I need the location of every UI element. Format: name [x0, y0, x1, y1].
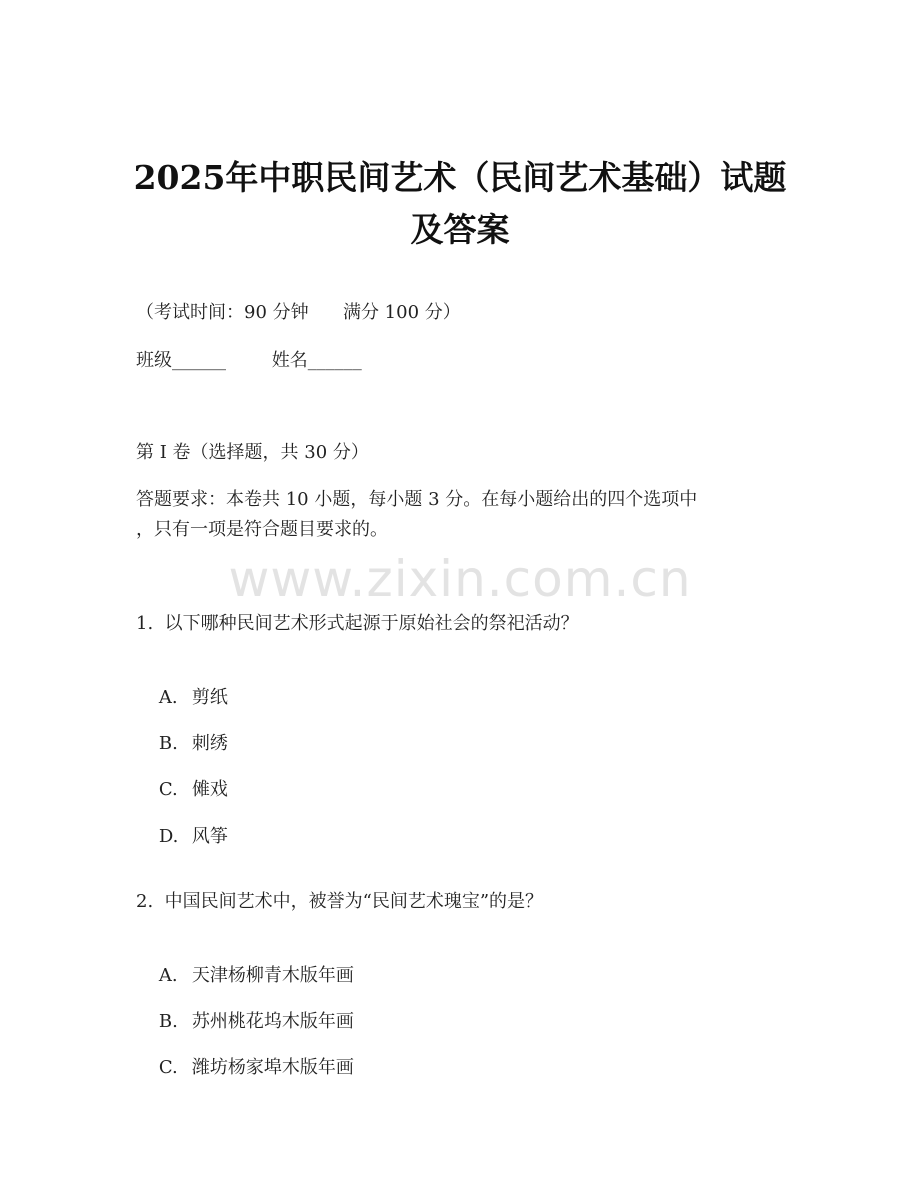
class-name-line: 班级______ 姓名______ [136, 350, 362, 371]
watermark: www.zixin.com.cn [228, 550, 692, 608]
option-text: 苏州桃花坞木版年画 [191, 1011, 354, 1032]
instructions-line1: 答题要求：本卷共 10 小题，每小题 3 分。在每小题给出的四个选项中 [136, 489, 698, 510]
option-text: 潍坊杨家埠木版年画 [191, 1057, 354, 1078]
option-letter: A. [158, 687, 178, 708]
option-letter: D. [158, 826, 179, 847]
exam-info: （考试时间：90 分钟 满分 100 分） [136, 302, 461, 323]
document-title-line2: 及答案 [410, 210, 510, 249]
question-option [136, 795, 228, 879]
option-text: 天津杨柳青木版年画 [191, 965, 354, 986]
option-letter: C. [158, 1057, 178, 1078]
document-title-line1: 2025年中职民间艺术（民间艺术基础）试题 [133, 158, 787, 197]
option-text: 剪纸 [191, 687, 228, 708]
question-stem: 1. 以下哪种民间艺术形式起源于原始社会的祭祀活动？ [136, 613, 579, 634]
option-letter: B. [158, 1011, 178, 1032]
option-letter: A. [158, 965, 178, 986]
option-text: 刺绣 [191, 733, 228, 754]
section-title: 第 I 卷（选择题，共 30 分） [136, 442, 369, 463]
question-stem: 2. 中国民间艺术中，被誉为“民间艺术瑰宝”的是？ [136, 891, 544, 912]
option-text: 风筝 [191, 826, 228, 847]
option-letter: C. [158, 779, 178, 800]
question-option [136, 1026, 354, 1110]
instructions-line2: ，只有一项是符合题目要求的。 [136, 519, 388, 540]
option-letter: B. [158, 733, 178, 754]
option-text: 傩戏 [191, 779, 228, 800]
